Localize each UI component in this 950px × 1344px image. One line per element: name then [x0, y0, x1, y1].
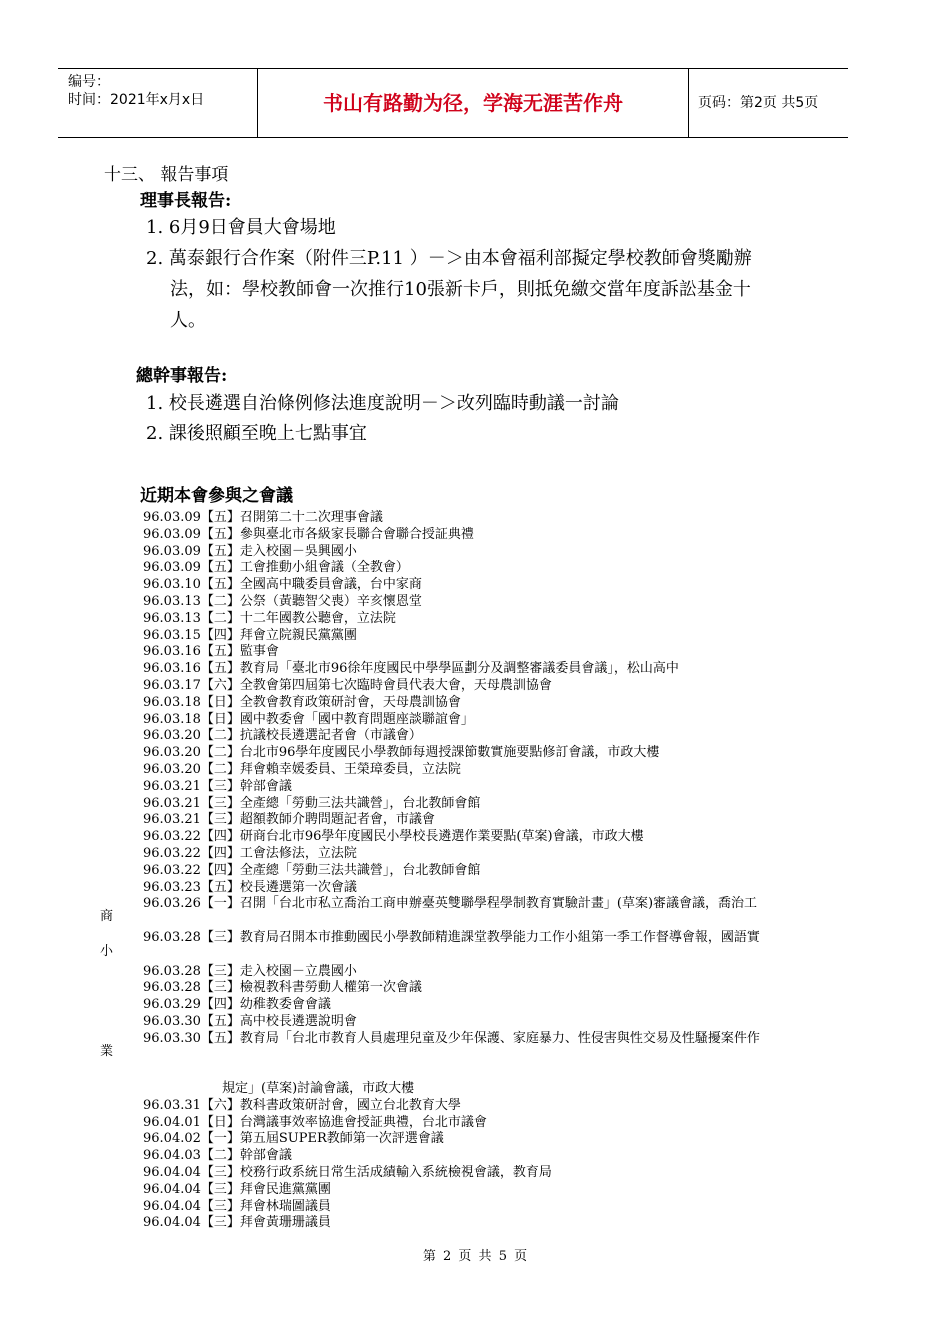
meeting-item: 96.03.16【五】教育局「臺北市96徐年度國民中學學區劃分及調整審議委員會議」，松山高中: [143, 661, 679, 677]
meeting-item: 96.03.30【五】高中校長遴選說明會: [143, 1013, 357, 1029]
meeting-item: 96.03.31【六】教科書政策研討會，國立台北教育大學: [143, 1097, 461, 1113]
meeting-item: 96.04.01【日】台灣議事效率協進會授証典禮，台北市議會: [143, 1114, 487, 1130]
meeting-item: 96.04.02【一】第五屆SUPER教師第一次評選會議: [143, 1131, 444, 1147]
wrap-fragment-ye: 業: [100, 1044, 114, 1059]
meeting-item: 96.03.21【三】幹部會議: [143, 778, 292, 794]
meeting-item: 96.03.28【三】走入校園－立農國小: [143, 963, 357, 979]
chair-item-1: 1. 6月9日會員大會場地: [146, 217, 336, 238]
meeting-item: 96.04.04【三】校務行政系統日常生活成績輸入系統檢視會議，教育局: [143, 1165, 552, 1181]
meeting-spacer: [143, 1064, 760, 1081]
chair-item-2-line-2: 法，如：學校教師會一次推行10張新卡戶，則抵免繳交當年度訴訟基金十: [170, 279, 751, 300]
meeting-item: 96.03.22【四】全產總「勞動三法共識營」，台北教師會館: [143, 862, 481, 878]
meeting-item: 96.03.18【日】國中教委會「國中教育問題座談聯誼會」: [143, 711, 474, 727]
secretary-item-1: 1. 校長遴選自治條例修法進度說明－＞改列臨時動議一討論: [146, 393, 619, 414]
meetings-list: [143, 510, 760, 1232]
section-heading: 十三、 報告事項: [104, 165, 229, 185]
number-label: 编号：: [68, 74, 110, 90]
page-footer: 第 2 页 共 5 页: [422, 1249, 528, 1264]
meeting-item: 96.03.20【二】台北市96學年度國民小學教師每週授課節數實施要點修訂會議，市政大樓: [143, 745, 660, 761]
chair-item-2-line-3: 人。: [170, 310, 206, 331]
meeting-spacer: [143, 913, 760, 930]
chair-report-title: 理事長報告:: [140, 191, 232, 211]
time-label: 时间：2021年x月x日: [68, 92, 205, 108]
meeting-item-continuation: 規定」(草案)討論會議，市政大樓: [222, 1081, 415, 1097]
meeting-item: 96.03.22【四】工會法修法，立法院: [143, 845, 357, 861]
meeting-item: 96.03.23【五】校長遴選第一次會議: [143, 879, 357, 895]
meeting-item: 96.03.20【二】拜會賴幸媛委員、王榮璋委員，立法院: [143, 761, 461, 777]
meeting-item: 96.03.18【日】全教會教育政策研討會，天母農訓協會: [143, 694, 461, 710]
wrap-fragment-xiao: 小: [100, 944, 114, 959]
meeting-item: 96.03.09【五】召開第二十二次理事會議: [143, 510, 383, 525]
meeting-item: 96.03.13【二】十二年國教公聽會，立法院: [143, 610, 396, 626]
meeting-spacer: [143, 1048, 760, 1065]
meeting-item: 96.03.13【二】公祭（黃聽智父喪）辛亥懷恩堂: [143, 593, 422, 609]
meeting-item: 96.03.09【五】參與臺北市各級家長聯合會聯合授証典禮: [143, 526, 474, 542]
meeting-item: 96.04.04【三】拜會民進黨黨團: [143, 1181, 331, 1197]
meeting-item: 96.04.04【三】拜會黃珊珊議員: [143, 1215, 331, 1231]
meeting-item: 96.03.17【六】全教會第四屆第七次臨時會員代表大會，天母農訓協會: [143, 677, 552, 693]
meeting-item: 96.03.10【五】全國高中職委員會議，台中家商: [143, 577, 422, 593]
meetings-title: 近期本會參與之會議: [140, 486, 293, 506]
meeting-item: 96.03.30【五】教育局「台北市教育人員處理兒童及少年保護、家庭暴力、性侵害與性交易及性騷擾案件作: [143, 1030, 760, 1046]
header-page-cell: [689, 69, 848, 137]
page-label: 页码：第2页 共5页: [698, 95, 819, 111]
secretary-report-title: 總幹事報告:: [136, 366, 228, 386]
meeting-item: 96.03.20【二】抗議校長遴選記者會（市議會）: [143, 728, 422, 744]
wrap-fragment-shang: 商: [100, 909, 114, 924]
meeting-spacer: [143, 947, 760, 964]
meeting-item: 96.03.26【一】召開「台北市私立喬治工商申辦臺英雙聯學程學制教育實驗計畫」(草案)審議會議，喬治工: [143, 896, 758, 912]
meeting-item: 96.03.21【三】超額教師介聘問題記者會，市議會: [143, 812, 435, 828]
meeting-item: 96.03.09【五】工會推動小組會議（全教會）: [143, 560, 409, 576]
page-header: [58, 68, 848, 138]
meeting-item: 96.04.03【二】幹部會議: [143, 1148, 292, 1164]
meeting-item: 96.03.09【五】走入校園－吳興國小: [143, 543, 357, 559]
meeting-item: 96.03.22【四】研商台北市96學年度國民小學校長遴選作業要點(草案)會議，市政大樓: [143, 829, 644, 845]
meeting-item: 96.03.15【四】拜會立院親民黨黨團: [143, 627, 357, 643]
motto: 书山有路勤为径，学海无涯苦作舟: [323, 91, 623, 115]
secretary-item-2: 2. 課後照顧至晚上七點事宜: [146, 423, 367, 444]
meeting-item: 96.03.21【三】全產總「勞動三法共識營」，台北教師會館: [143, 795, 481, 811]
meeting-item: 96.04.04【三】拜會林瑞圖議員: [143, 1198, 331, 1214]
chair-item-2-line-1: 2. 萬泰銀行合作案（附件三P.11 ）－＞由本會福利部擬定學校教師會獎勵辦: [146, 248, 752, 269]
meeting-item: 96.03.29【四】幼稚教委會會議: [143, 997, 331, 1013]
meeting-item: 96.03.16【五】監事會: [143, 644, 279, 660]
meeting-item: 96.03.28【三】檢視教科書勞動人權第一次會議: [143, 980, 422, 996]
meeting-item: 96.03.28【三】教育局召開本市推動國民小學教師精進課堂教學能力工作小組第一季工作督導會報，國語實: [143, 929, 760, 945]
header-info-cell: [58, 69, 258, 137]
header-motto-cell: [258, 69, 689, 137]
